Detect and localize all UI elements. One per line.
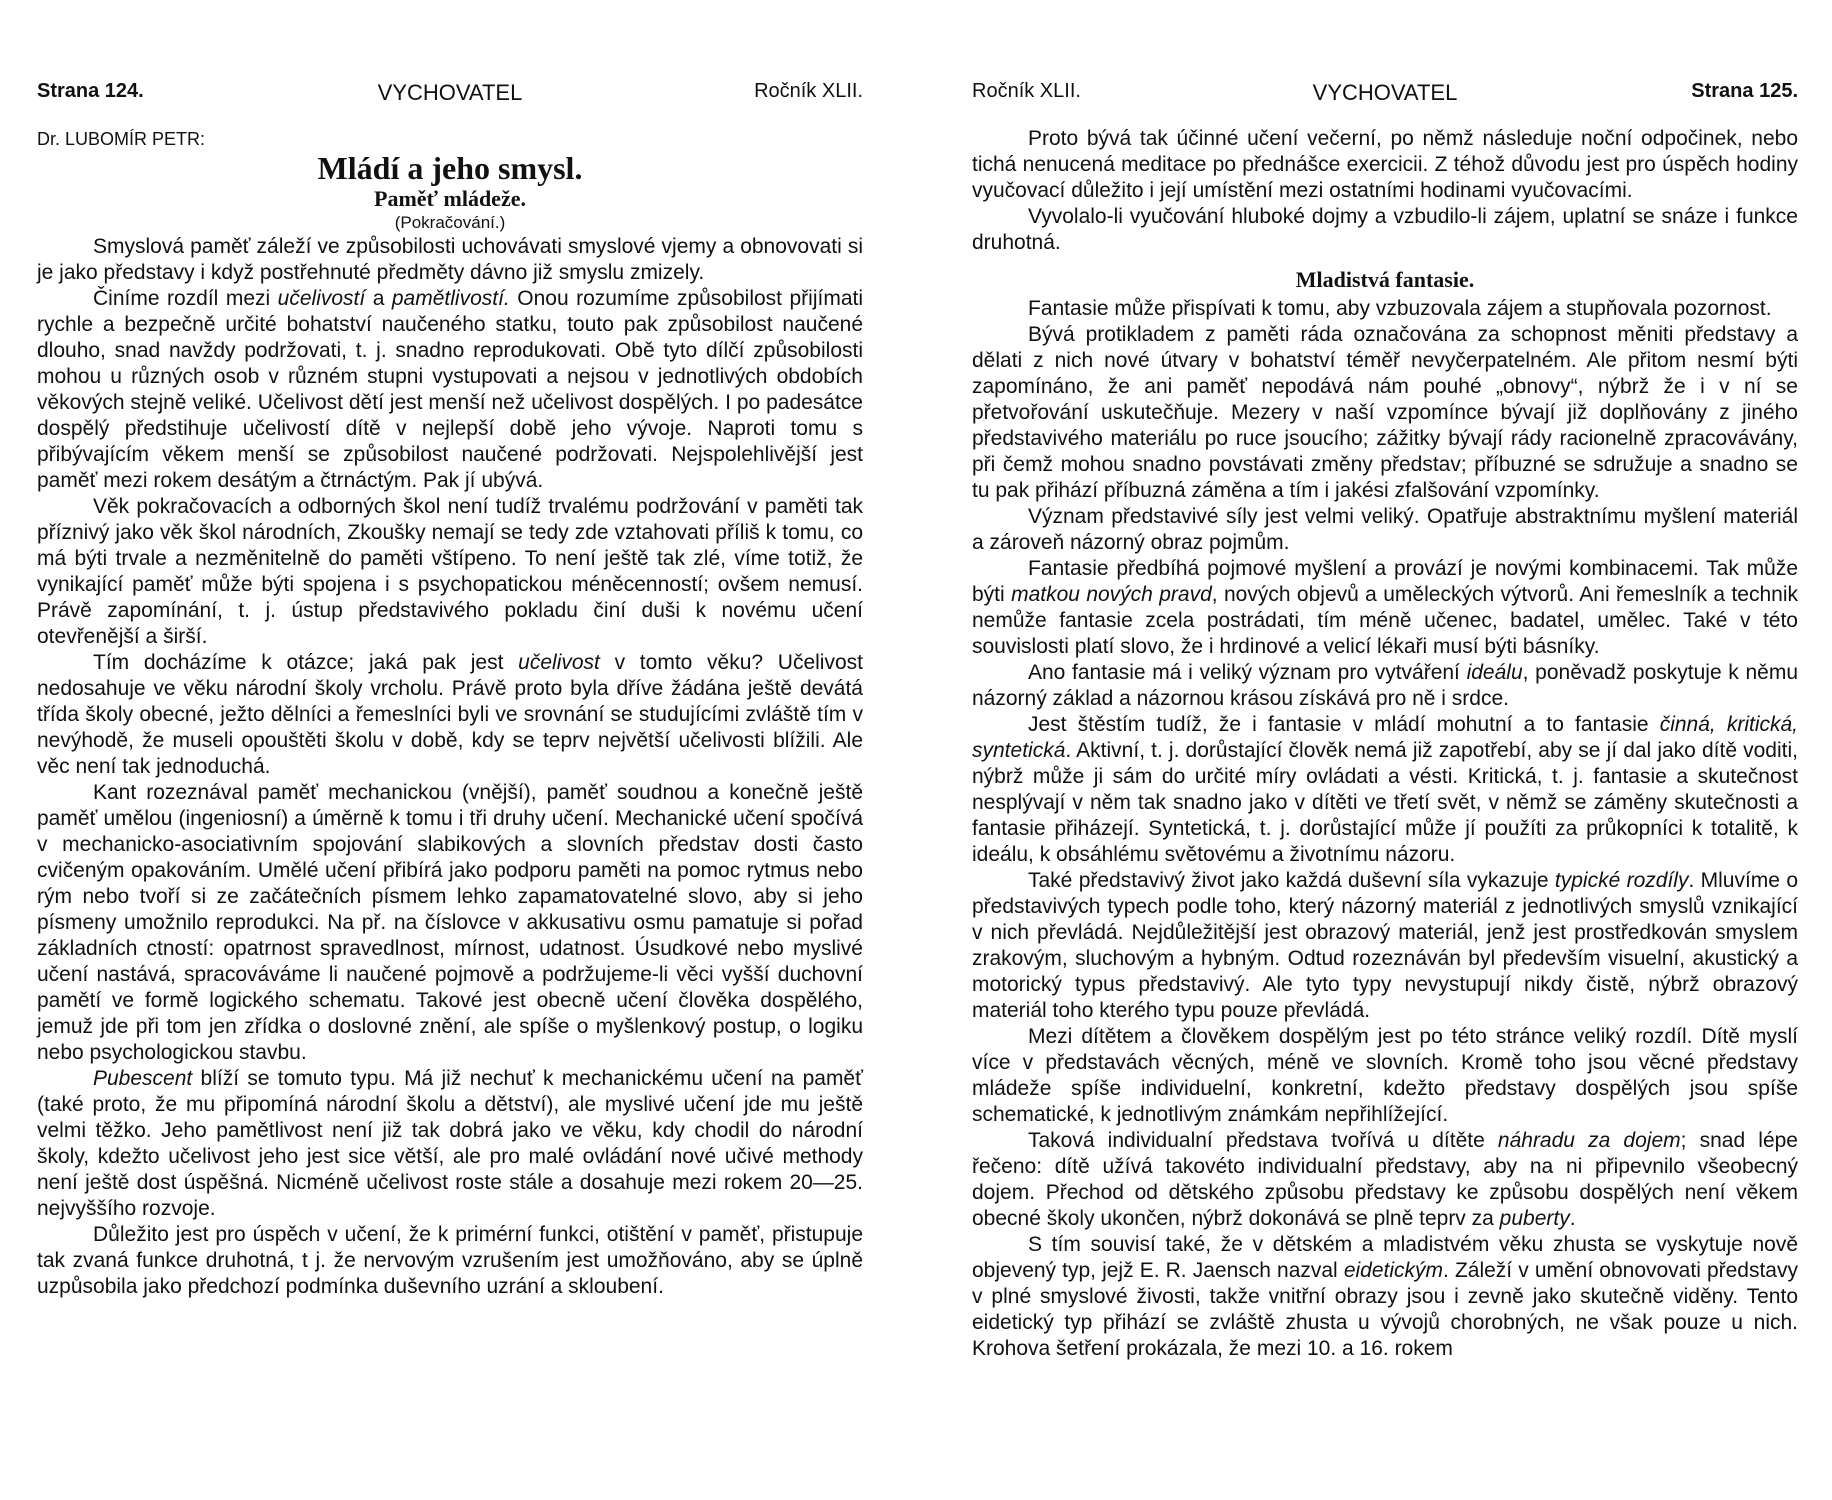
italic-term: eidetickým <box>1343 1259 1444 1282</box>
text-run: . Záleží v umění obnovovati představy v plné smyslové živosti, takže vnitřní obrazy jsou i zevně jako skutečně viděny. Tento eidetický typ přihází se zvláště zhusta u vývojů chorobných, ne však pouze u nich. Krohova šetření prokázala, že mezi 10. a 16. rokem <box>972 1259 1798 1360</box>
author-byline: Dr. LUBOMÍR PETR: <box>37 129 206 149</box>
paragraph <box>972 1024 1798 1128</box>
text-run: ; snad lépe řečeno: dítě užívá takovéto individualní představy, aby na ni připevnilo všeobecný dojem. Přechod od dětského způsobu představy ke způsobu dospělých není věkem obecné školy ukončen, nýbrž dokonává se plně teprv za <box>972 1129 1798 1230</box>
text-run: Proto bývá tak účinné učení večerní, po němž následuje noční odpočinek, nebo tichá nenucená meditace po přednášce exercicii. Z téhož důvodu jest pro úspěch hodiny vyučovací důležito i její umístění mezi ostatními hodinami vyučovacími. <box>972 127 1798 202</box>
page-number: Strana 125. <box>1691 80 1798 102</box>
italic-term: typické rozdíly <box>1554 869 1689 892</box>
text-run: . Mluvíme o představivých typech podle toho, který názorný materiál z jednotlivých smyslů vznikající v nich převládá. Nejdůležitější jest obrazový materiál, jenž jest prostředkován smyslem zrakovým, sluchovým a hybným. Odtud rozeznáván byl především visuelní, akustický a motorický typus představivý. Ale tyto typy nevystupují nikdy čistě, nýbrž obrazový materiál toho kterého typu pouze převládá. <box>972 869 1798 1022</box>
section-heading: Mladistvá fantasie. <box>1295 267 1475 292</box>
text-run: . <box>1569 1207 1576 1230</box>
text-run: S tím souvisí také, že v dětském a mladistvém věku zhusta se vyskytuje nově objevený typ, jejž E. R. Jaensch nazval <box>972 1233 1798 1282</box>
paragraph <box>972 556 1798 660</box>
paragraph <box>972 322 1798 504</box>
article-body <box>37 234 863 1300</box>
volume-number: Ročník XLII. <box>754 80 863 102</box>
italic-term: náhradu za dojem <box>1497 1129 1681 1152</box>
text-run: Ano fantasie má i veliký význam pro vytváření <box>1028 661 1467 684</box>
text-run: Fantasie předbíhá pojmové myšlení a provází je novými kombinacemi. Tak může býti <box>972 557 1798 606</box>
text-run: Vyvolalo-li vyučování hluboké dojmy a vzbudilo-li zájem, uplatní se snáze i funkce druhotná. <box>972 205 1798 254</box>
italic-term: pamětlivostí. <box>391 287 510 310</box>
text-run: v tomto věku? Učelivost nedosahuje ve věku národní školy vrcholu. Právě proto byla dříve žádána ještě devátá třída školy obecné, ježto dělníci a řemeslníci byli ve srovnání se studujícími zvláště tím v nevýhodě, že museli opouštěti školu v době, kdy se teprv největší učelivosti blížili. Ale věc není tak jednoduchá. <box>37 651 863 778</box>
running-header <box>972 80 1798 110</box>
right-page <box>972 80 1798 1362</box>
text-run: Jest štěstím tudíž, že i fantasie v mládí mohutní a to fantasie <box>1028 713 1660 736</box>
continuation-note: (Pokračování.) <box>394 213 506 232</box>
italic-term: Pubescent <box>93 1067 193 1090</box>
text-run: Věk pokračovacích a odborných škol není tudíž trvalému podržování v paměti tak příznivý jako věk škol národních, Zkoušky nemají se tedy zde vztahovati příliš k tomu, co má býti trvale a nezměnitelně do paměti vštípeno. To není ještě tak zlé, víme totiž, že vynikající paměť může býti spojena i s psychopatickou méněcenností; ovšem nemusí. Právě zapomínání, t. j. ústup představivého pokladu činí duši k novému učení otevřenější a širší. <box>37 495 863 648</box>
paragraph <box>37 494 863 650</box>
article-title: Mládí a jeho smysl. <box>317 150 583 186</box>
volume-number: Ročník XLII. <box>972 80 1081 102</box>
text-run: Tím docházíme k otázce; jaká pak jest <box>93 651 519 674</box>
text-run: Také představivý život jako každá duševní síla vykazuje <box>1028 869 1555 892</box>
journal-name: VYCHOVATEL <box>1312 80 1458 105</box>
paragraph <box>37 1222 863 1300</box>
text-run: Taková individualní představa tvořívá u dítěte <box>1028 1129 1498 1152</box>
text-run: Bývá protikladem z paměti ráda označována za schopnost měniti představy a dělati z nich nové útvary v bohatství téměř nevyčerpatelném. Ale přitom nesmí býti zapomínáno, že ani paměť nepodává nám pouhé „obnovy“, nýbrž že i v ní se přetvořování uskutečňuje. Mezery v naší vzpomínce bývají již doplňovány z jiného představivého materiálu po ruce jsoucího; zážitky bývají rády racionelně zpracovávány, při čemž mohou snadno povstávati změny představ; příbuzné se sdružuje a snadno se tu pak přihází příbuzná záměna a tím i jakési zfalšování vzpomínky. <box>972 323 1798 502</box>
paragraph <box>972 204 1798 256</box>
italic-term: matkou nových pravd <box>1011 583 1212 606</box>
article-body <box>972 296 1798 1362</box>
article-body <box>972 126 1798 256</box>
paragraph <box>972 868 1798 1024</box>
running-header <box>37 80 863 110</box>
text-run: Smyslová paměť záleží ve způsobilosti uchovávati smyslové vjemy a obnovovati si je jako představy i když postřehnuté předměty dávno již smyslu zmizely. <box>37 235 863 284</box>
paragraph <box>972 504 1798 556</box>
text-run: Kant rozeznával paměť mechanickou (vnější), paměť soudnou a konečně ještě paměť umělou (ingeniosní) a úměrně k tomu i tři druhy učení. Mechanické učení spočívá v mechanicko-asociativním spojování slabikových a slovních představ dosti často cvičeným opakováním. Umělé učení přibírá jako podporu paměti na pomoc rytmus nebo rým nebo tvoří si ze začátečních písmem lehko zapamatovatelné slovo, aby si jeho písmeny umožnilo reprodukci. Na př. na číslovce v akkusativu osmu pamatuje si pořad základních ctností: opatrnost spravedlnost, mírnost, udatnost. Úsudkové nebo myslivé učení nastává, spracováváme li naučené pojmově a podržujeme-li věci vyšší duchovní pamětí ve formě logického schematu. Takové jest obecně učení člověka dospělého, jemuž jde při tom jen zřídka o doslovné znění, ale spíše o myšlenkový postup, o logiku nebo psychologickou stavbu. <box>37 781 863 1064</box>
italic-term: ideálu <box>1466 661 1523 684</box>
paragraph <box>37 650 863 780</box>
paragraph <box>972 712 1798 868</box>
left-page <box>37 80 863 1300</box>
text-run: Důležito jest pro úspěch v učení, že k primérní funkci, otištění v paměť, přistupuje tak zvaná funkce druhotná, t j. že nervovým vzrušením jest umožňováno, aby se úplně uzpůsobila jako předchozí podmínka duševního uzrání a skloubení. <box>37 1223 863 1298</box>
page-number: Strana 124. <box>37 80 144 102</box>
text-run: Fantasie může přispívati k tomu, aby vzbuzovala zájem a stupňovala pozornost. <box>1028 297 1772 320</box>
text-run: Mezi dítětem a člověkem dospělým jest po této stránce veliký rozdíl. Dítě myslí více v představách věcných, méně ve slovních. Kromě toho jsou věcné představy mládeže spíše individuelní, konkretní, kdežto představy dospělých jsou spíše schematické, k jednotlivým známkám nepřihlížející. <box>972 1025 1798 1126</box>
text-run: Onou rozumíme způsobilost přijímati rychle a bezpečně určité bohatství naučeného statku, touto pak způsobilost naučené dlouho, snad navždy podržovati, t. j. snadno reprodukovati. Obě tyto dílčí způsobilosti mohou u různých osob v různém stupni vystupovati a nejsou v jednotlivých obdobích věkových stejně veliké. Učelivost dětí jest menší než učelivost dospělých. I po padesátce dospělý předstihuje učelivostí dítě v nejlepší době jeho vývoje. Naproti tomu s přibývajícím věkem menší se způsobilost naučené podržovati. Nejspolehlivější jest paměť mezi rokem desátým a čtrnáctým. Pak jí ubývá. <box>37 287 863 492</box>
text-run: Význam představivé síly jest velmi veliký. Opatřuje abstraktnímu myšlení materiál a zároveň názorný obraz pojmům. <box>972 505 1798 554</box>
journal-name: VYCHOVATEL <box>377 80 523 105</box>
paragraph <box>37 780 863 1066</box>
paragraph <box>972 296 1798 322</box>
text-run: Činíme rozdíl mezi <box>93 287 278 310</box>
paragraph <box>972 126 1798 204</box>
paragraph <box>972 1128 1798 1232</box>
text-run: . Aktivní, t. j. dorůstající člověk nemá již zapotřebí, aby se jí dal jako dítě voditi, nýbrž může ji sám do určité míry ovládati a vésti. Kritická, t. j. fantasie a skutečnost nesplývají v něm tak snadno jako v dítěti ve třetí svět, v němž se záměny skutečnosti a fantasie přiházejí. Syntetická, t. j. dorůstající může jí použíti za průkopníci k totalitě, k ideálu, k obsáhlému světovému a životnímu názoru. <box>972 739 1798 866</box>
paragraph <box>37 234 863 286</box>
article-subtitle: Paměť mládeže. <box>374 186 526 211</box>
paragraph <box>37 1066 863 1222</box>
italic-term: učelivost <box>518 651 600 674</box>
text-run: blíží se tomuto typu. Má již nechuť k mechanickému učení na paměť (také proto, že mu připomíná národní školu a dětství), ale myslivé učení jde mu ještě velmi těžko. Jeho pamětlivost není již tak dobrá jako ve věku, kdy chodil do národní školy, kdežto učelivost jeho jest sice větší, ale pro malé ovládání nové učivé methody není ještě dost úspěšná. Nicméně učelivost roste stále a dosahuje mezi rokem 20—25. nejvyššího rozvoje. <box>37 1067 863 1220</box>
text-run: a <box>365 287 392 310</box>
italic-term: učelivostí <box>277 287 366 310</box>
text-run: , poněvadž poskytuje k němu názorný základ a názornou krásou získává pro ně i srdce. <box>972 661 1799 710</box>
text-run: , nových objevů a uměleckých výtvorů. Ani řemeslník a technik nemůže fantasie zcela postrádati, tím méně učenec, badatel, umělec. Také v této souvislosti platí slovo, že i hrdinové a velicí lékaři musí býti básníky. <box>972 583 1798 658</box>
italic-term: puberty <box>1499 1207 1570 1230</box>
paragraph <box>972 660 1798 712</box>
paragraph <box>37 286 863 494</box>
paragraph <box>972 1232 1798 1362</box>
italic-term: činná, kritická, syntetická <box>972 713 1799 762</box>
